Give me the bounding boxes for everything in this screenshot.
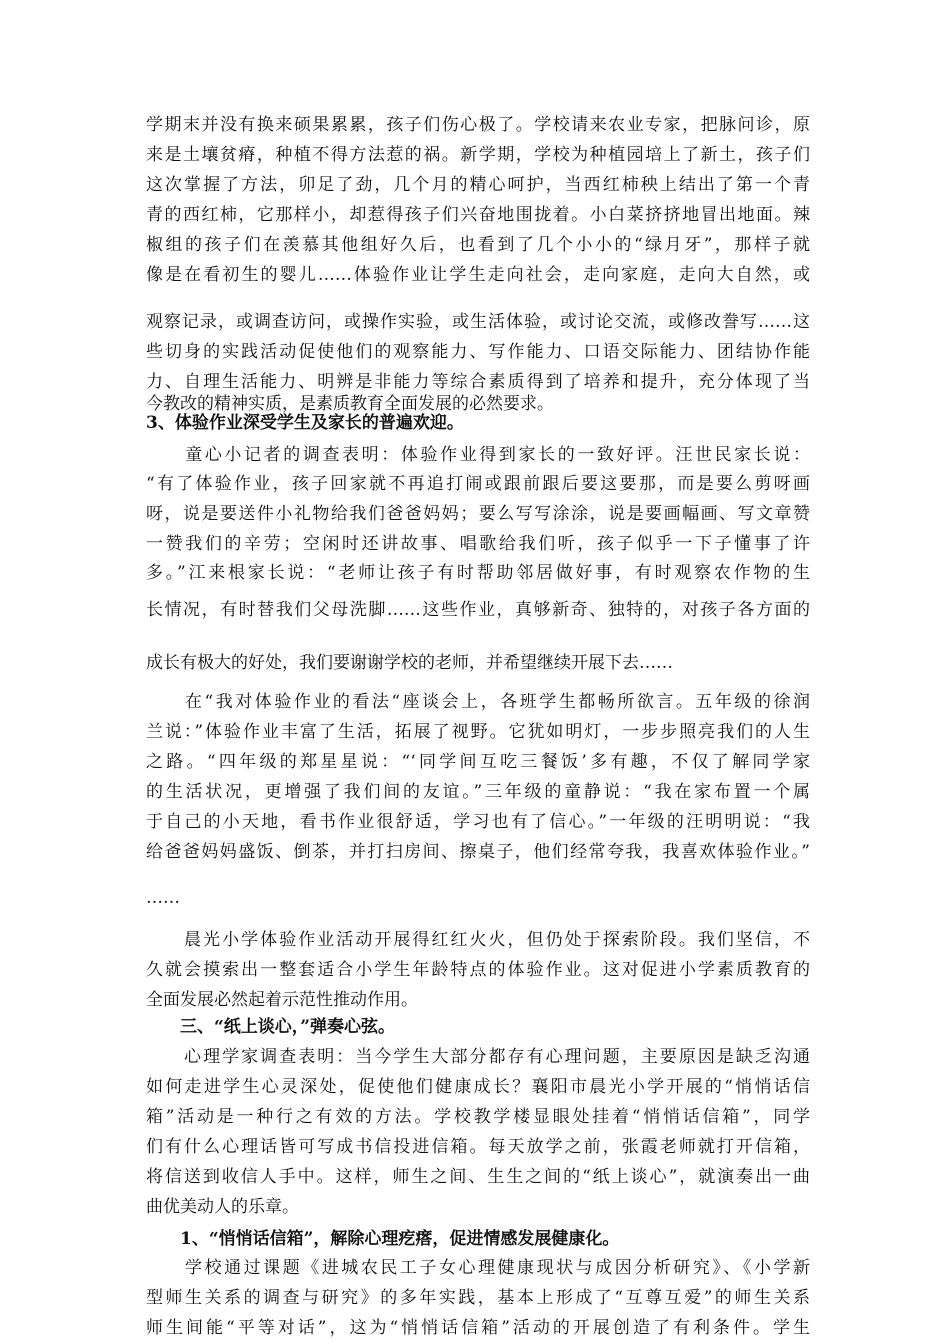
text-line: 于自己的小天地，看书作业很舒适，学习也有了信心。”一年级的汪明明说：“我: [146, 812, 810, 832]
text-line: 晨光小学体验作业活动开展得红红火火，但仍处于探索阶段。我们坚信，不: [146, 930, 810, 950]
text-line: 长情况，有时替我们父母洗脚……这些作业，真够新奇、独特的，对孩子各方面的: [146, 600, 810, 620]
text-line: 久就会摸索出一整套适合小学生年龄特点的体验作业。这对促进小学素质教育的: [146, 960, 810, 980]
text-line: 一赞我们的辛劳；空闲时还讲故事、唱歌给我们听，孩子似乎一下子懂事了许: [146, 534, 810, 554]
text-line: 呀，说是要送件小礼物给我们爸爸妈妈；要么写写涂涂，说是要画幅画、写文章赞: [146, 504, 810, 524]
text-line: 之路。“四年级的郑星星说：“‘同学间互吃三餐饭’多有趣，不仅了解同学家: [146, 752, 810, 772]
text-line: 兰说：”体验作业丰富了生活，拓展了视野。它犹如明灯，一步步照亮我们的人生: [146, 722, 810, 742]
section-heading: 三、“纸上谈心，”弹奏心弦。: [146, 1017, 396, 1037]
text-line: 些切身的实践活动促使他们的观察能力、写作能力、口语交际能力、团结协作能: [146, 342, 810, 362]
text-line: 青的西红柿，它那样小，却惹得孩子们兴奋地围拢着。小白菜挤挤地冒出地面。辣: [146, 205, 810, 225]
section-heading: 3、体验作业深受学生及家长的普遍欢迎。: [146, 413, 464, 433]
text-line: 多。”江来根家长说：“老师让孩子有时帮助邻居做好事，有时观察农作物的生: [146, 563, 810, 583]
text-line: 将信送到收信人手中。这样，师生之间、生生之间的“纸上谈心”，就演奏出一曲: [146, 1167, 810, 1187]
text-line: ……: [146, 888, 180, 908]
text-line: 今教改的精神实质，是素质教育全面发展的必然要求。: [146, 394, 554, 414]
text-line: 给爸爸妈妈盛饭、倒茶，并打扫房间、擦桌子，他们经常夸我，我喜欢体验作业。”: [146, 842, 810, 862]
text-line: 学期末并没有换来硕果累累，孩子们伤心极了。学校请来农业专家，把脉问诊，原: [146, 115, 810, 135]
text-line: 们有什么心理话皆可写成书信投进信箱。每天放学之前，张霞老师就打开信箱，: [146, 1137, 810, 1157]
text-line: “有了体验作业，孩子回家就不再追打闹或跟前跟后要这要那，而是要么剪呀画: [146, 474, 810, 494]
text-line: 成长有极大的好处，我们要谢谢学校的老师，并希望继续开展下去……: [146, 653, 673, 673]
text-line: 箱”活动是一种行之有效的方法。学校教学楼显眼处挂着“悄悄话信箱”，同学: [146, 1107, 810, 1127]
text-line: 如何走进学生心灵深处，促使他们健康成长？襄阳市晨光小学开展的“悄悄话信: [146, 1077, 810, 1097]
text-line: 师生间能“平等对话”，这为“悄悄话信箱”活动的开展创造了有利条件。学生: [146, 1318, 810, 1338]
text-line: 全面发展必然起着示范性推动作用。: [146, 990, 418, 1010]
text-line: 童心小记者的调查表明：体验作业得到家长的一致好评。汪世民家长说：: [146, 445, 810, 465]
text-line: 观察记录，或调查访问，或操作实验，或生活体验，或讨论交流，或修改誊写……这: [146, 312, 810, 332]
text-line: 在“我对体验作业的看法“座谈会上，各班学生都畅所欲言。五年级的徐润: [146, 692, 810, 712]
text-line: 心理学家调查表明：当今学生大部分都存有心理问题，主要原因是缺乏沟通: [146, 1047, 810, 1067]
text-line: 椒组的孩子们在羡慕其他组好久后，也看到了几个小小的“绿月牙”，那样子就: [146, 235, 810, 255]
section-heading: 1、“悄悄话信箱”，解除心理疙瘩，促进情感发展健康化。: [146, 1229, 620, 1249]
text-line: 曲优美动人的乐章。: [146, 1197, 299, 1217]
text-line: 的生活状况，更增强了我们间的友谊。”三年级的童静说：“我在家布置一个属: [146, 782, 810, 802]
text-line: 这次掌握了方法，卯足了劲，几个月的精心呵护，当西红柿秧上结出了第一个青: [146, 175, 810, 195]
text-line: 来是土壤贫瘠，种植不得方法惹的祸。新学期，学校为种植园培上了新土，孩子们: [146, 145, 810, 165]
text-line: 型师生关系的调查与研究》的多年实践，基本上形成了“互尊互爱”的师生关系: [146, 1288, 810, 1308]
text-line: 力、自理生活能力、明辨是非能力等综合素质得到了培养和提升，充分体现了当: [146, 372, 810, 392]
text-line: 学校通过课题《进城农民工子女心理健康现状与成因分析研究》、《小学新: [146, 1258, 810, 1278]
text-line: 像是在看初生的婴儿……体验作业让学生走向社会，走向家庭，走向大自然，或: [146, 265, 810, 285]
